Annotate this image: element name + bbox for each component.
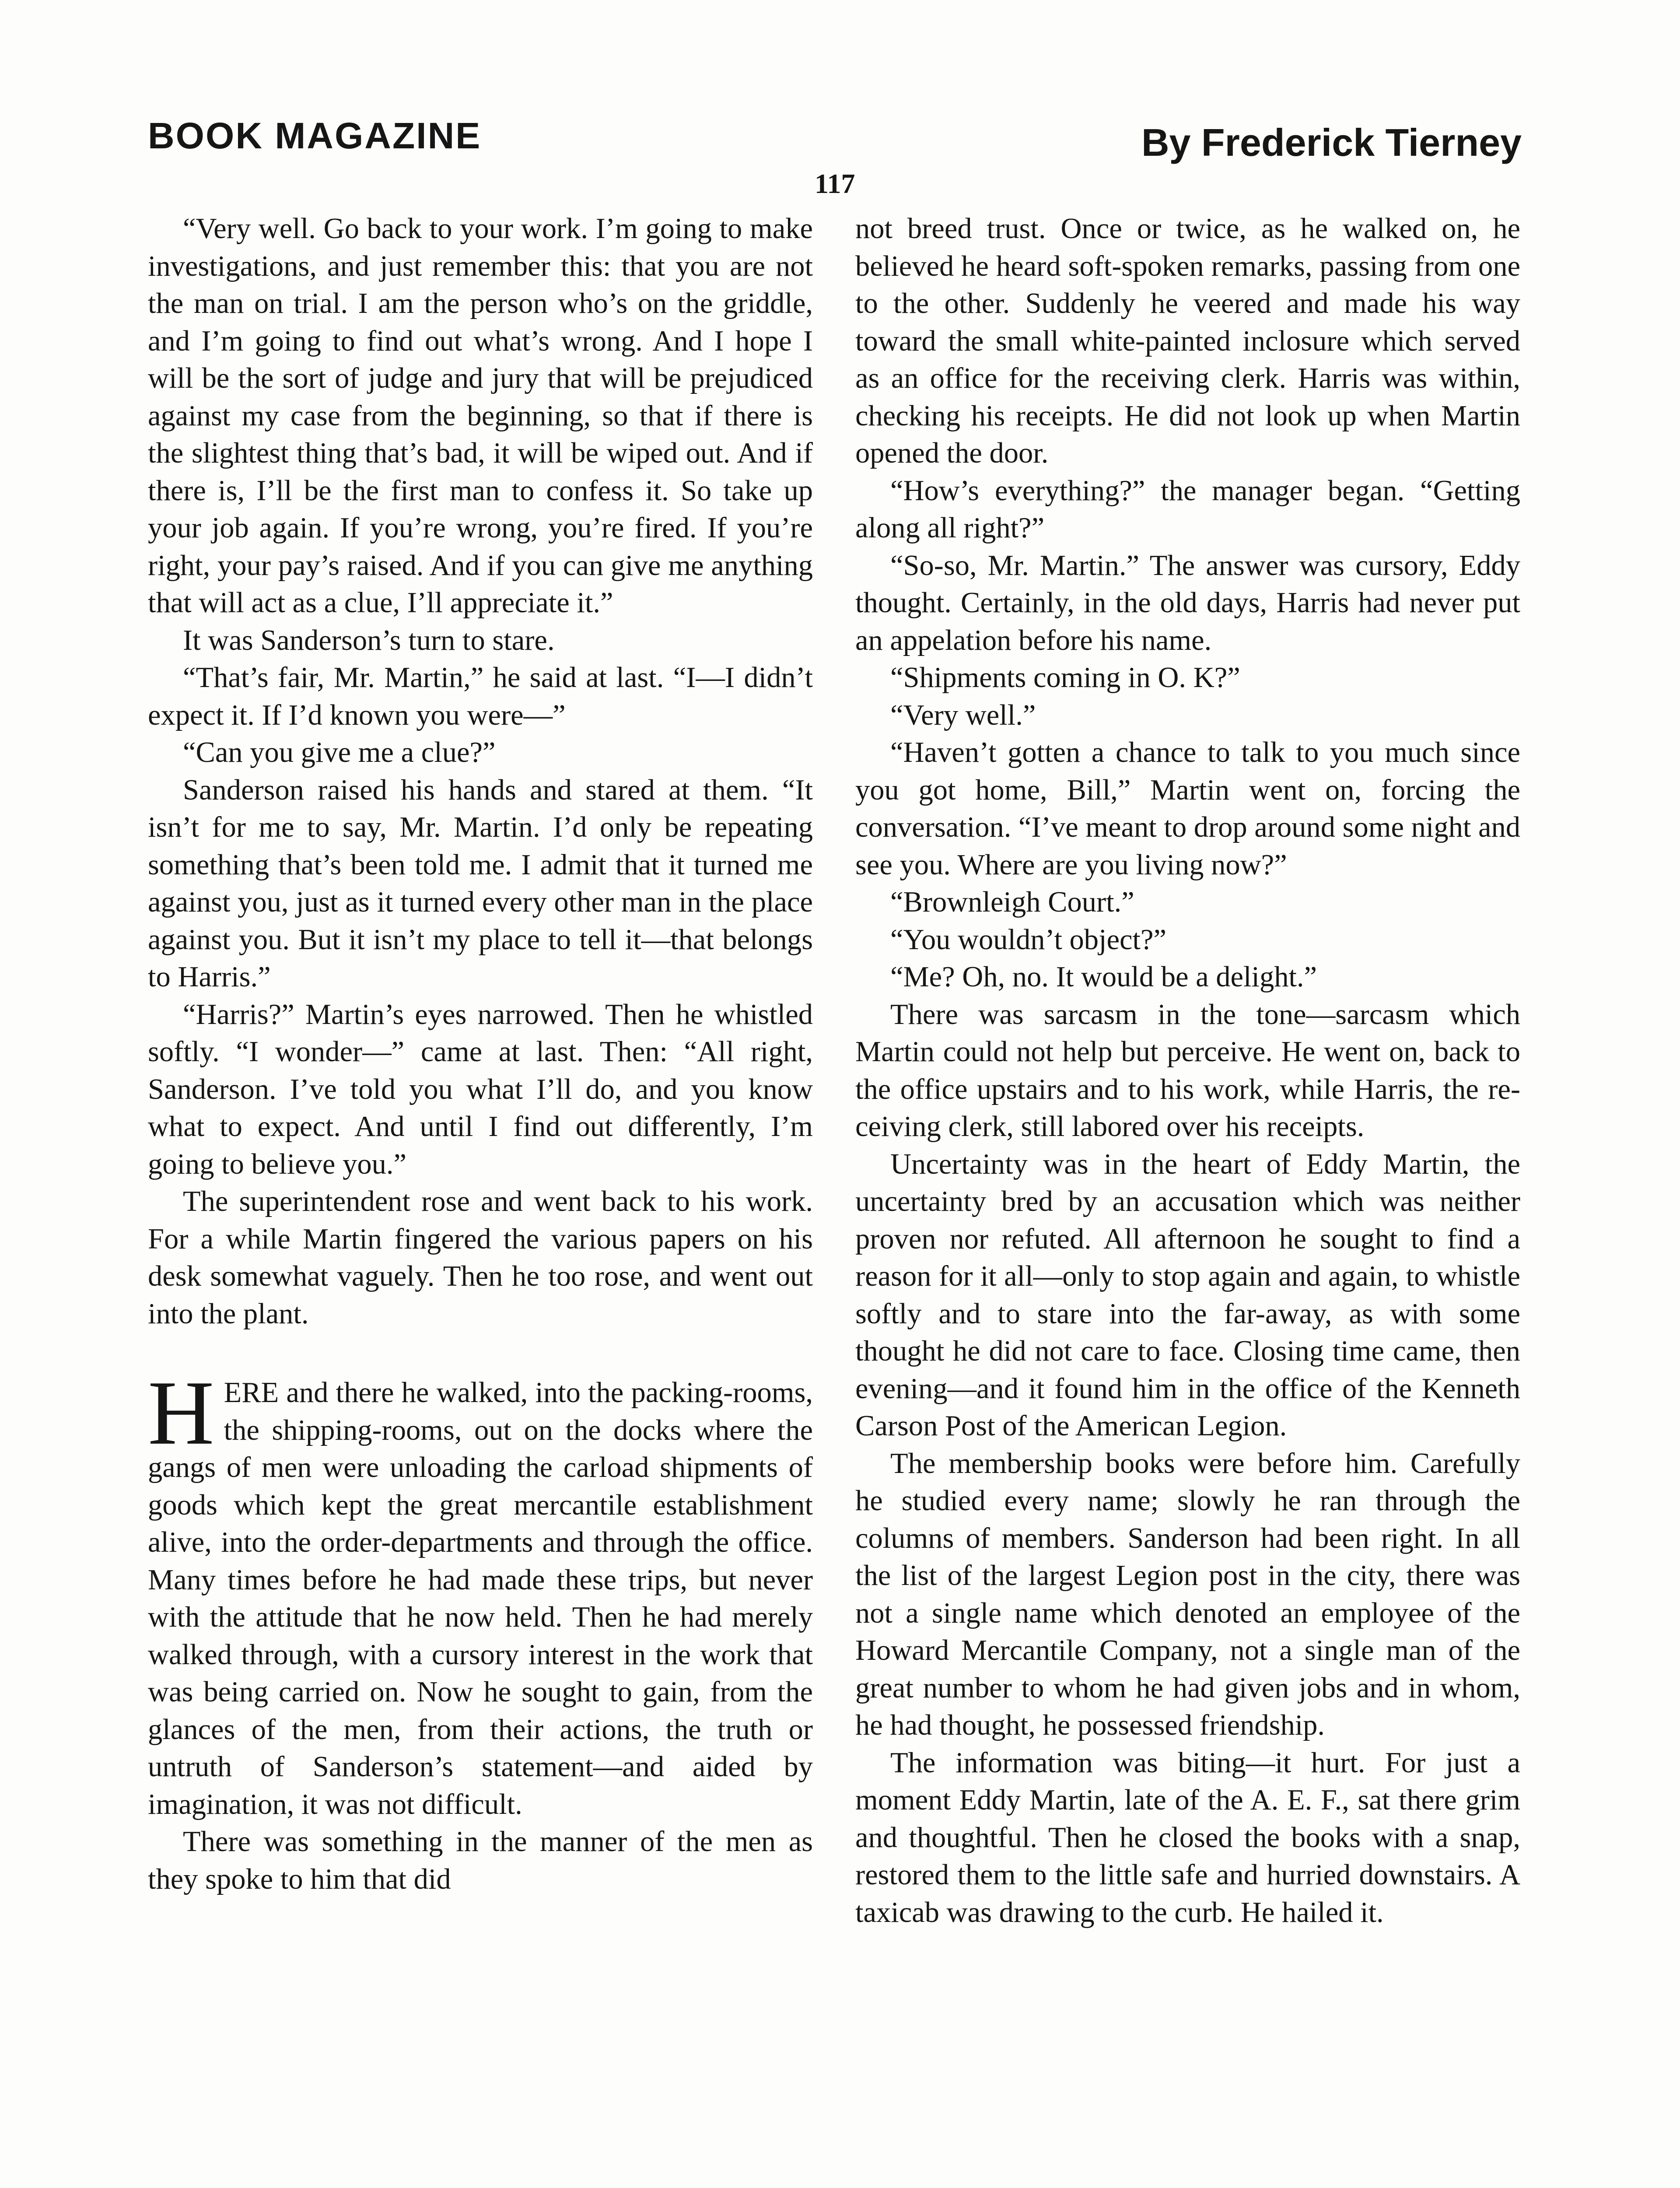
paragraph: Uncertainty was in the heart of Eddy Martin, the uncertainty bred by an accusation which was neither proven nor refuted. All afternoon he sought to find a reason for it all—only to stop again and again, to whistle softly and to stare into the far-away, as with some thought he did not care to face. Closing time came, then evening—and it found him in the office of the Kenneth Carson Post of the American Legion.	[855, 1148, 1520, 1442]
paragraph: “Harris?” Martin’s eyes narrowed. Then he whistled softly. “I wonder—” came at last. Then: “All right, Sanderson. I’ve told you what I’ll do, and you know what to expect. And until I find out differently, I’m going to believe you.”	[148, 998, 813, 1180]
paragraph: There was something in the manner of the men as they spoke to him that did	[148, 1826, 813, 1895]
paragraph: “Shipments coming in O. K?”	[890, 662, 1240, 694]
paragraph: “You wouldn’t object?”	[890, 923, 1167, 956]
paragraph: There was sarcasm in the tone—sarcasm which Martin could not help but perceive. He went on, back to the office upstairs and to his work, while Harris, the receiving clerk, still labored over his receipts.	[855, 998, 1520, 1143]
paragraph: “Haven’t gotten a chance to talk to you much since you got home, Bill,” Martin went on, forcing the conversation. “I’ve meant to drop around some night and see you. Where are you living now?”	[855, 736, 1520, 881]
left-column	[148, 210, 813, 1898]
paragraph: The superintendent rose and went back to his work. For a while Martin fingered the various papers on his desk somewhat vaguely. Then he too rose, and went out into the plant.	[148, 1185, 813, 1330]
right-column	[855, 210, 1520, 1931]
page-number: 117	[815, 168, 855, 199]
paragraph: The membership books were before him. Carefully he studied every name; slowly he ran through the columns of members. Sanderson had been right. In all the list of the largest Legion post in the city, there was not a single name which denoted an employee of the Howard Mercantile Company, not a single man of the great number to whom he had given jobs and in whom, he had thought, he possessed friendship.	[855, 1447, 1520, 1741]
paragraph: It was Sanderson’s turn to stare.	[183, 624, 555, 656]
paragraph: “Very well. Go back to your work. I’m going to make investigations, and just remember this: that you are not the man on trial. I am the person who’s on the griddle, and I’m going to find out what’s wrong. And I hope I will be the sort of judge and jury that will be prejudiced against my case from the beginning, so that if there is the slightest thing that’s bad, it will be wiped out. And if there is, I’ll be the first man to confess it. So take up your job again. If you’re wrong, you’re fired. If you’re right, your pay’s raised. And if you can give me anything that will act as a clue, I’ll appreciate it.”	[148, 213, 813, 619]
publication-title: BOOK MAGAZINE	[148, 115, 482, 156]
paragraph: “So-so, Mr. Martin.” The answer was cursory, Eddy thought. Certainly, in the old days, Harris had never put an appelation before his name.	[855, 549, 1520, 656]
paragraph: “Very well.”	[890, 699, 1036, 731]
paragraph: “That’s fair, Mr. Martin,” he said at last. “I—I didn’t expect it. If I’d known you were—”	[148, 662, 813, 731]
drop-cap: H	[148, 1362, 214, 1464]
section-opening-text: ERE and there he walked, into the packing-rooms, the shipping-rooms, out on the docks where the gangs of men were unloading the carload shipments of goods which kept the great mercantile establishment alive, into the order-departments and through the office. Many times before he had made these trips, but never with the attitude that he now held. Then he had merely walked through, with a cursory interest in the work that was being carried on. Now he sought to gain, from the glances of the men, from their actions, the truth or untruth of Sanderson’s statement—and aided by imagination, it was not difficult.	[148, 1377, 813, 1820]
paragraph: The information was biting—it hurt. For just a moment Eddy Martin, late of the A. E. F., sat there grim and thoughtful. Then he closed the books with a snap, restored them to the little safe and hurried downstairs. A taxicab was drawing to the curb. He hailed it.	[855, 1746, 1520, 1929]
continued-paragraph: not breed trust. Once or twice, as he walked on, he believed he heard soft-spoken remarks, passing from one to the other. Suddenly he veered and made his way toward the small white-painted inclosure which served as an office for the receiving clerk. Harris was within, checking his receipts. He did not look up when Martin opened the door.	[855, 213, 1520, 469]
section-break	[148, 1332, 813, 1374]
paragraph: Sanderson raised his hands and stared at them. “It isn’t for me to say, Mr. Martin. I’d only be repeating something that’s been told me. I admit that it turned me against you, just as it turned every other man in the place against you. But it isn’t my place to tell it—that belongs to Harris.”	[148, 774, 813, 993]
paragraph: “Can you give me a clue?”	[183, 736, 496, 768]
paragraph: “How’s everything?” the manager began. “Getting along all right?”	[855, 474, 1520, 544]
author-byline: By Frederick Tierney	[1141, 121, 1522, 164]
section-opening-paragraph	[148, 1362, 813, 1823]
paragraph: “Me? Oh, no. It would be a delight.”	[890, 961, 1317, 993]
paragraph: “Brownleigh Court.”	[890, 886, 1134, 918]
